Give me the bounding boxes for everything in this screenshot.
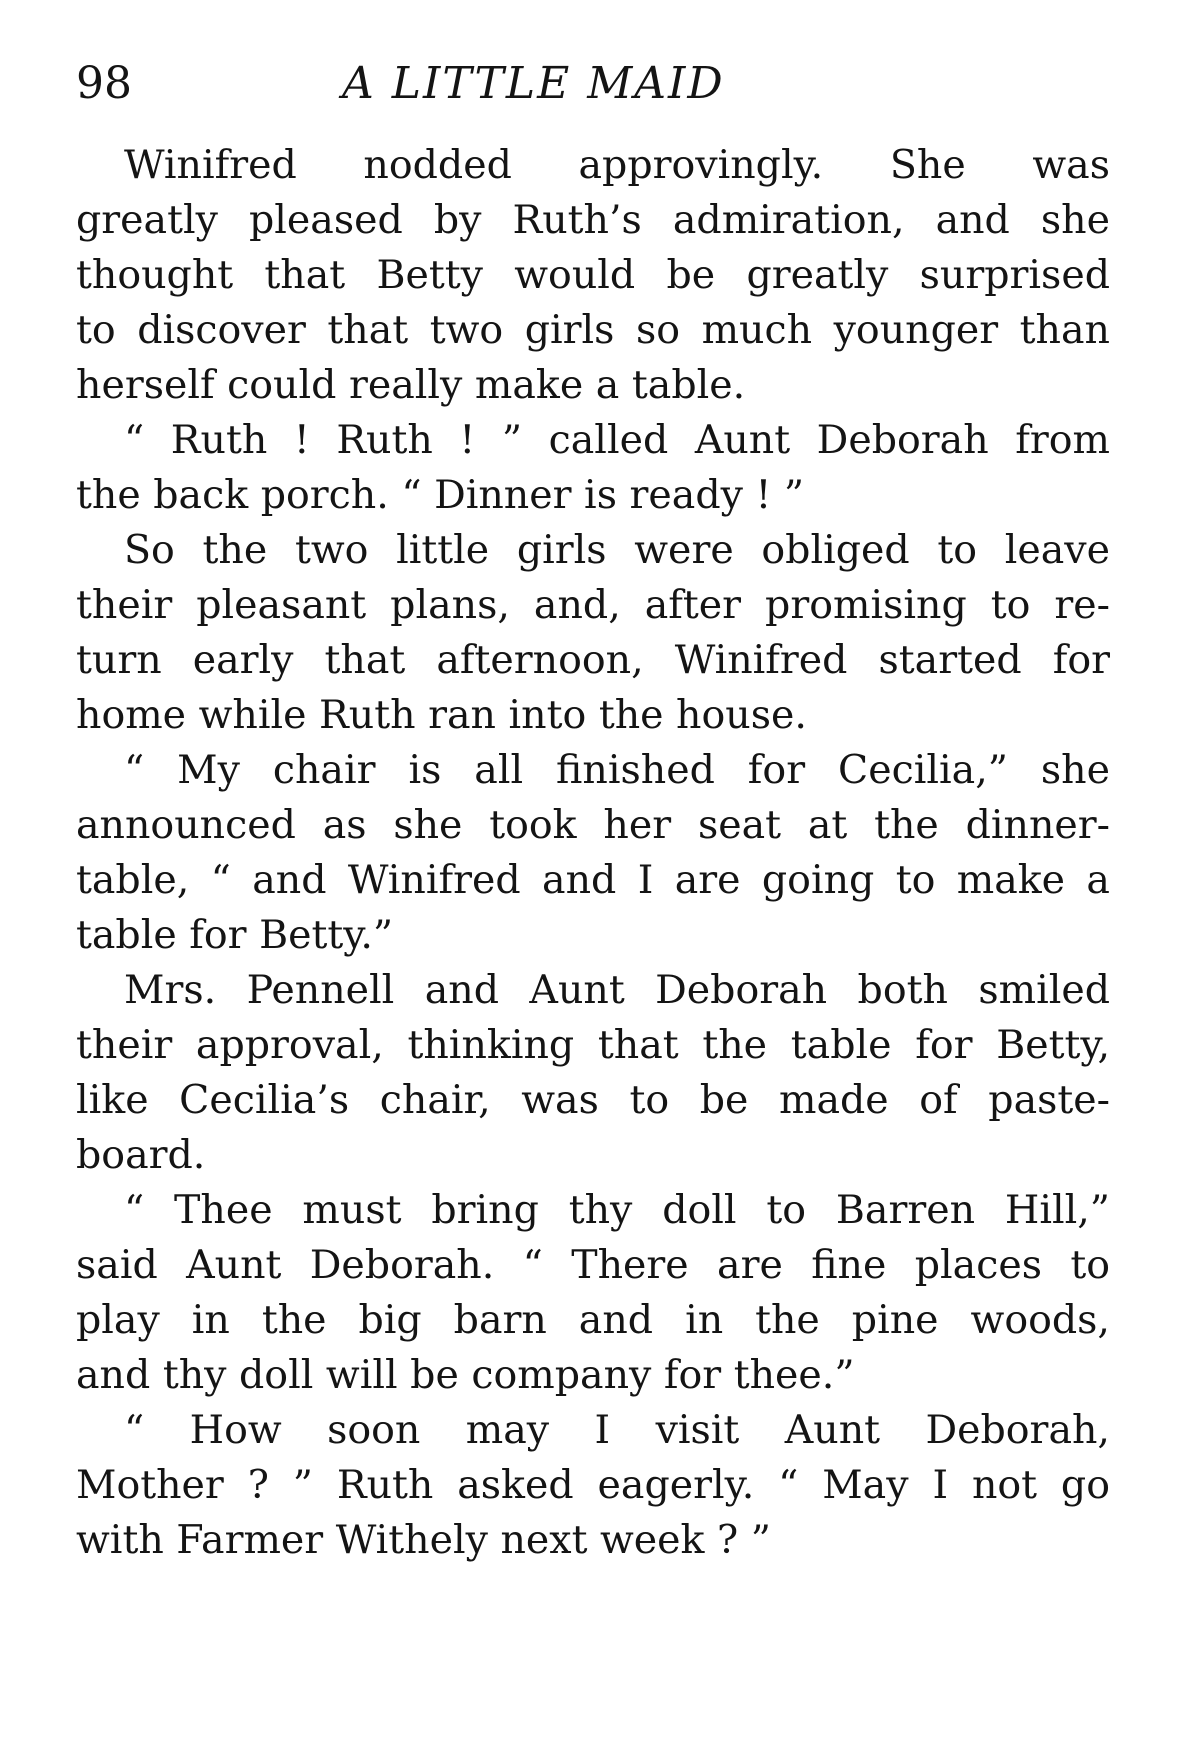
text-line: home while Ruth ran into the house. — [76, 692, 807, 738]
text-line: Winifred nodded approvingly. She was — [124, 142, 1110, 188]
page-number: 98 — [76, 58, 132, 109]
text-line: “ How soon may I visit Aunt Deborah, — [124, 1407, 1110, 1453]
text-line: “ Thee must bring thy doll to Barren Hill,” — [124, 1187, 1110, 1233]
text-line: “ My chair is all finished for Cecilia,” she — [124, 747, 1110, 793]
text-line: So the two little girls were obliged to leave — [124, 527, 1110, 573]
text-line: the back porch. “ Dinner is ready ! ” — [76, 472, 805, 518]
text-line: Mother ? ” Ruth asked eagerly. “ May I not go — [76, 1462, 1110, 1508]
text-line: table, “ and Winifred and I are going to make a — [76, 857, 1110, 903]
text-line: table for Betty.” — [76, 912, 394, 958]
text-line: with Farmer Withely next week ? ” — [76, 1517, 771, 1563]
text-line: thought that Betty would be greatly surprised — [76, 252, 1110, 298]
book-title: A LITTLE MAID — [342, 58, 725, 109]
text-line: said Aunt Deborah. “ There are fine places to — [76, 1242, 1110, 1288]
text-line: their approval, thinking that the table for Betty, — [76, 1022, 1110, 1068]
text-line: “ Ruth ! Ruth ! ” called Aunt Deborah from — [124, 417, 1110, 463]
text-line: their pleasant plans, and, after promising to re- — [76, 582, 1110, 628]
text-line: greatly pleased by Ruth’s admiration, and she — [76, 197, 1110, 243]
text-line: play in the big barn and in the pine woods, — [76, 1297, 1110, 1343]
text-line: herself could really make a table. — [76, 362, 746, 408]
text-line: to discover that two girls so much younger than — [76, 307, 1110, 353]
body-text — [76, 138, 1110, 1568]
text-line: Mrs. Pennell and Aunt Deborah both smiled — [124, 967, 1110, 1013]
text-line: announced as she took her seat at the dinner- — [76, 802, 1110, 848]
text-line: like Cecilia’s chair, was to be made of paste- — [76, 1077, 1110, 1123]
running-head — [76, 58, 1110, 110]
text-line: and thy doll will be company for thee.” — [76, 1352, 855, 1398]
text-line: turn early that afternoon, Winifred started for — [76, 637, 1110, 683]
text-line: board. — [76, 1132, 206, 1178]
